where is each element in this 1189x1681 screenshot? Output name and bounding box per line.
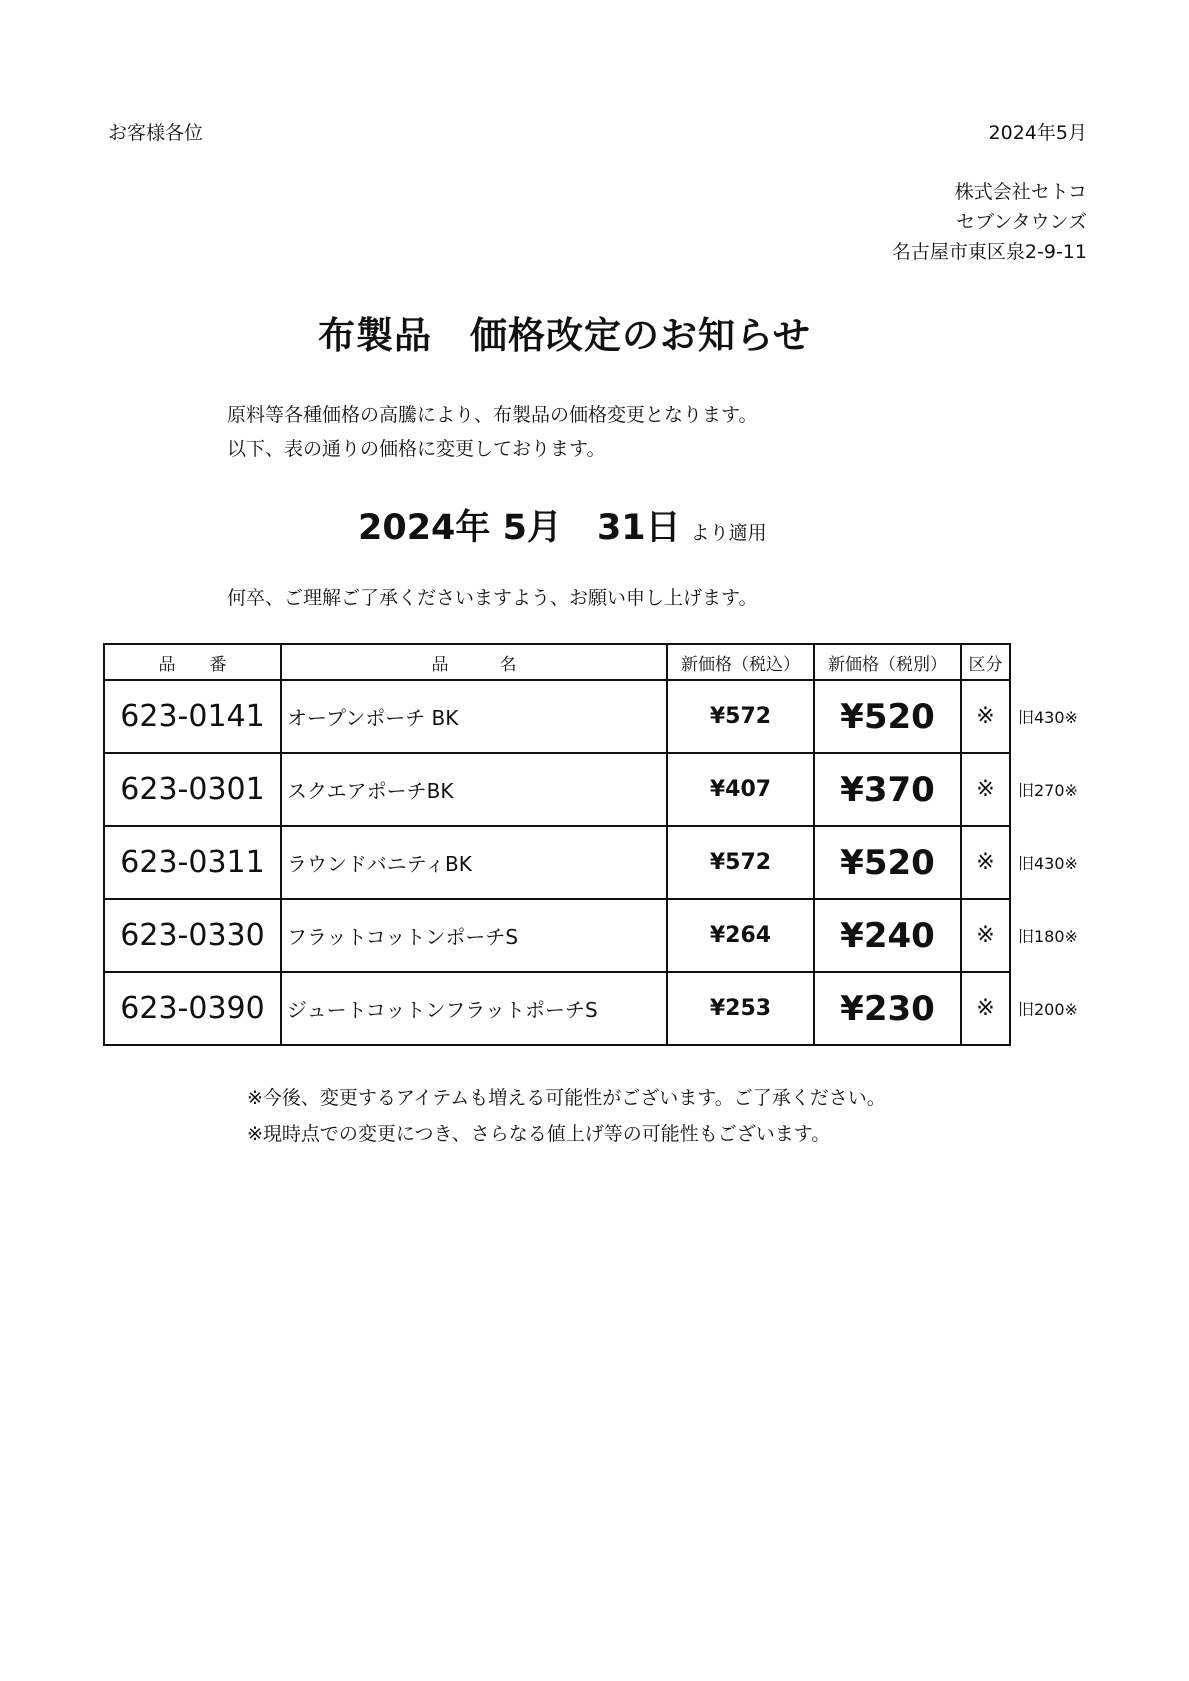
header-kubun: 区分 [961,644,1010,680]
effective-date-suffix: より適用 [690,522,767,544]
price-excl: ¥520 [814,826,961,899]
table-header-row [104,644,1010,680]
sender-address: 名古屋市東区泉2-9-11 [891,241,1087,263]
issue-date: 2024年5月 [988,122,1087,144]
intro-text [227,398,757,466]
product-code: 623-0301 [104,753,281,826]
old-price-note: 旧270※ [1018,781,1078,800]
old-price-note: 旧200※ [1018,1000,1078,1019]
product-code: 623-0390 [104,972,281,1045]
old-price-note: 旧180※ [1018,927,1078,946]
product-name: ジュートコットンフラットポーチS [281,972,667,1045]
product-name: スクエアポーチBK [281,753,667,826]
price-excl: ¥230 [814,972,961,1045]
header-code: 品 番 [104,644,281,680]
table-row [104,753,1010,826]
product-name: ラウンドバニティBK [281,826,667,899]
effective-date [358,500,767,550]
request-text: 何卒、ご理解ご了承くださいますよう、お願い申し上げます。 [227,587,758,609]
kubun-mark: ※ [961,972,1010,1045]
product-name: フラットコットンポーチS [281,899,667,972]
product-code: 623-0330 [104,899,281,972]
price-excl: ¥520 [814,680,961,753]
table-row [104,899,1010,972]
sender-block [892,177,1087,267]
addressee: お客様各位 [108,122,204,144]
product-code: 623-0141 [104,680,281,753]
price-incl: ¥253 [667,972,814,1045]
effective-date-value: 2024年 5月 31日 [358,508,681,548]
price-excl: ¥240 [814,899,961,972]
kubun-mark: ※ [961,753,1010,826]
kubun-mark: ※ [961,826,1010,899]
kubun-mark: ※ [961,899,1010,972]
old-price-note: 旧430※ [1018,708,1078,727]
price-incl: ¥572 [667,826,814,899]
header-name: 品 名 [281,644,667,680]
table-row [104,680,1010,753]
price-incl: ¥407 [667,753,814,826]
footnote-1: ※今後、変更するアイテムも増える可能性がございます。ご了承ください。 [247,1087,886,1109]
footnote-2: ※現時点での変更につき、さらなる値上げ等の可能性もございます。 [247,1123,831,1145]
footnotes [247,1080,886,1152]
price-table [103,643,1011,1046]
kubun-mark: ※ [961,680,1010,753]
page-title: 布製品 価格改定のお知らせ [318,314,811,357]
price-incl: ¥572 [667,680,814,753]
header-price-incl: 新価格（税込） [667,644,814,680]
intro-line-1: 原料等各種価格の高騰により、布製品の価格変更となります。 [227,404,758,426]
product-name: オープンポーチ BK [281,680,667,753]
price-excl: ¥370 [814,753,961,826]
sender-brand: セブンタウンズ [956,211,1087,233]
sender-company: 株式会社セトコ [954,181,1087,203]
intro-line-2: 以下、表の通りの価格に変更しております。 [227,438,606,460]
table-row [104,972,1010,1045]
product-code: 623-0311 [104,826,281,899]
header-price-excl: 新価格（税別） [814,644,961,680]
price-incl: ¥264 [667,899,814,972]
table-row [104,826,1010,899]
old-price-note: 旧430※ [1018,854,1078,873]
